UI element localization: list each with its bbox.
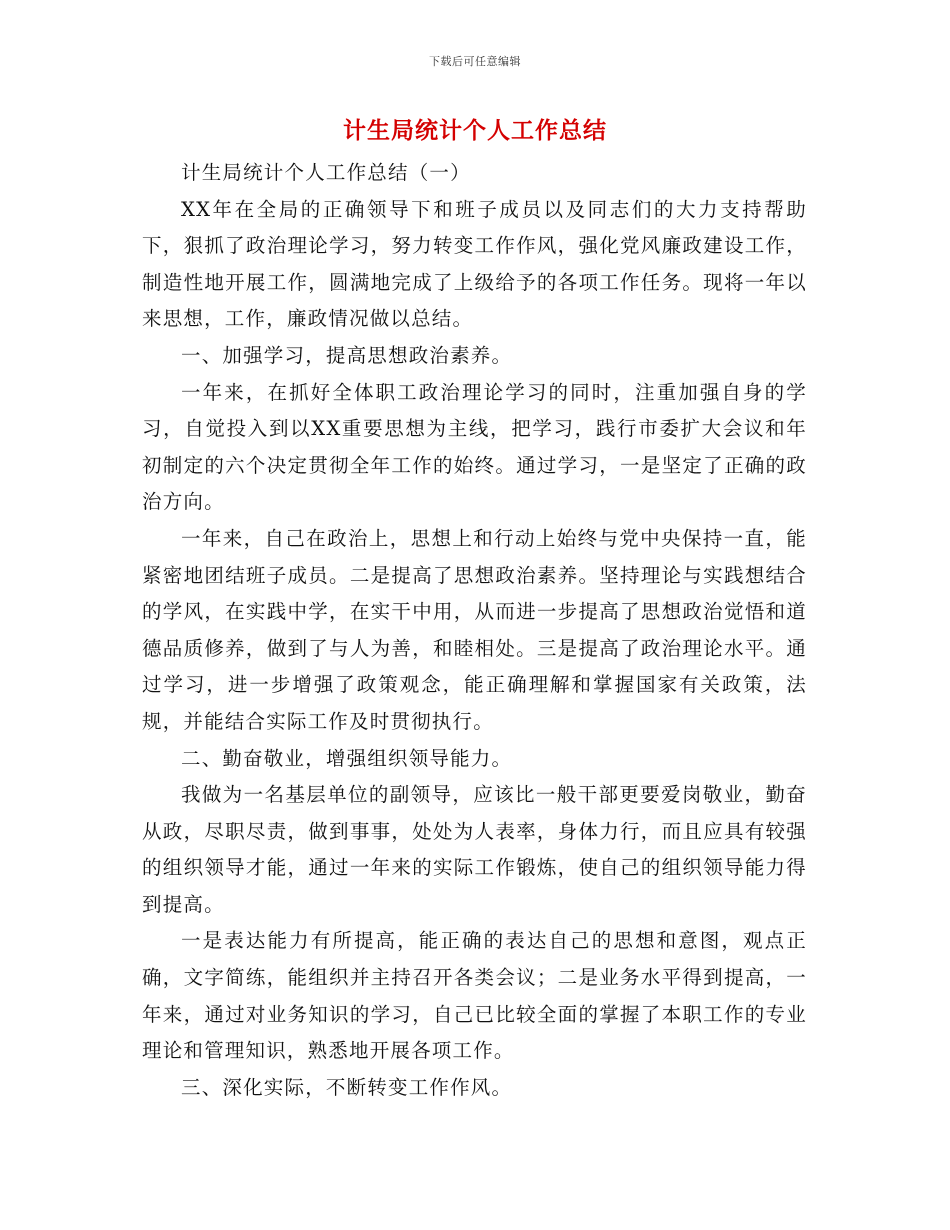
intro-paragraph: XX年在全局的正确领导下和班子成员以及同志们的大力支持帮助下，狠抓了政治理论学习，努力转变工作作风，强化党风廉政建设工作，制造性地开展工作，圆满地完成了上级给予的各项工作任务。现将一年以来思想，工作，廉政情况做以总结。 <box>142 197 807 331</box>
section-heading-2: 二、勤奋敬业，增强组织领导能力。 <box>181 746 513 770</box>
subtitle-paragraph: 计生局统计个人工作总结（一） <box>181 161 471 184</box>
section-heading-3: 三、深化实际，不断转变工作作风。 <box>181 1075 513 1099</box>
body-paragraph: 一是表达能力有所提高，能正确的表达自己的思想和意图，观点正确，文字简练，能组织并主持召开各类会议；二是业务水平得到提高，一年来，通过对业务知识的学习，自己已比较全面的掌握了本职工作的专业理论和管理知识，熟悉地开展各项工作。 <box>142 929 807 1063</box>
section-heading-1: 一、加强学习，提高思想政治素养。 <box>181 343 513 367</box>
body-paragraph: 我做为一名基层单位的副领导，应该比一般干部更要爱岗敬业，勤奋从政，尽职尽责，做到事事，处处为人表率，身体力行，而且应具有较强的组织领导才能，通过一年来的实际工作锻炼，使自己的组织领导能力得到提高。 <box>142 783 807 916</box>
header-note: 下载后可任意编辑 <box>429 55 521 68</box>
document-body <box>142 155 807 1106</box>
document-title: 计生局统计个人工作总结 <box>343 118 607 144</box>
body-paragraph: 一年来，在抓好全体职工政治理论学习的同时，注重加强自身的学习，自觉投入到以XX重要思想为主线，把学习，践行市委扩大会议和年初制定的六个决定贯彻全年工作的始终。通过学习，一是坚定了正确的政治方向。 <box>142 380 807 514</box>
body-paragraph: 一年来，自己在政治上，思想上和行动上始终与党中央保持一直，能紧密地团结班子成员。二是提高了思想政治素养。坚持理论与实践想结合的学风，在实践中学，在实干中用，从而进一步提高了思想政治觉悟和道德品质修养，做到了与人为善，和睦相处。三是提高了政治理论水平。通过学习，进一步增强了政策观念，能正确理解和掌握国家有关政策，法规，并能结合实际工作及时贯彻执行。 <box>142 526 807 733</box>
